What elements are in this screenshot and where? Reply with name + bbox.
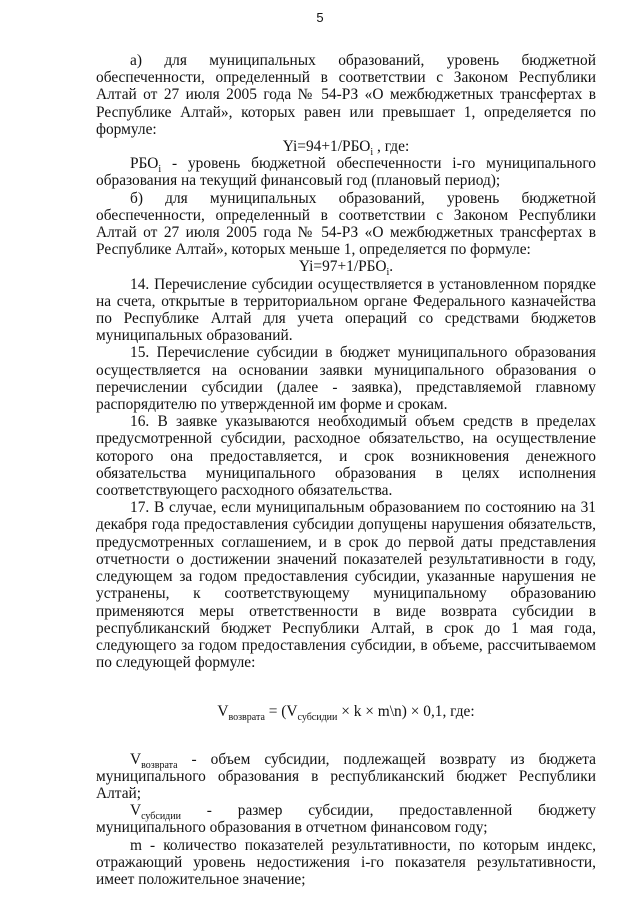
paragraph-17: 17. В случае, если муниципальным образованием по состоянию на 31 декабря года предоставления субсидии допущены нарушения обязательств, предусмотренных соглашением, и в срок до первой даты представления отчетности о достижении значений показателей результативности в году, следующем за годом предоставления субсидии, указанные нарушения не устранены, к соответствующему муниципальному образованию применяются меры ответственности в виде возврата субсидии в республиканский бюджет Республики Алтай, в срок до 1 мая года, следующего за годом предоставления субсидии, в объеме, рассчитываемом по следующей формуле: [96, 499, 596, 672]
formula-a: $Yi=94+1/РБО_i$ , где: [282, 138, 410, 159]
paragraph-b: б) для муниципальных образований, уровень бюджетной обеспеченности, определенный в соответствии с Законом Республики Алтай от 27 июля 2005 года № 54-РЗ «О межбюджетных трансфертах в Республике Алтай», которых меньше 1, определяется по формуле: [96, 189, 596, 259]
formula-return: $V_{возврата} = (V_{субсидии} \times k$ × m\n) × 0,1, где: [217, 703, 475, 724]
v-return-definition: $V_{возврата}$ - объем субсидии, подлежащей возврату из бюджета муниципального образования в республиканский бюджет Республики Алтай; [96, 750, 596, 802]
paragraph-16: 16. В заявке указываются необходимый объем средств в пределах предусмотренной субсидии, расходное обязательство, на осуществление которого она предоставляется, и срок возникновения денежного обязательства муниципального образования в целях исполнения соответствующего расходного обязательства. [96, 413, 596, 500]
rbo-definition: $РБО_i$ - уровень бюджетной обеспеченности i-го муниципального образования на текущий финансовый год (плановый период); [96, 155, 596, 190]
document-body [96, 52, 596, 888]
paragraph-a: а) для муниципальных образований, уровень бюджетной обеспеченности, определенный в соответствии с Законом Республики Алтай от 27 июля 2005 года № 54-РЗ «О межбюджетных трансфертах в Республике Алтай», которых равен или превышает 1, определяется по формуле: [96, 52, 596, 138]
page-number: 5 [316, 10, 324, 25]
paragraph-14: 14. Перечисление субсидии осуществляется в установленном порядке на счета, открытые в территориальном органе Федерального казначейства по Республике Алтай для учета операций со средствами бюджетов муниципальных образований. [96, 275, 596, 345]
m-definition: m - количество показателей результативности, по которым индекс, отражающий уровень недостижения i-го показателя результативности, имеет положительное значение; [96, 836, 596, 888]
v-subsidy-definition: $V_{субсидии}$ - размер субсидии, предоставленной бюджету муниципального образования в отчетном финансовом году; [96, 802, 596, 837]
formula-b: $Yi=97+1/РБО_i$. [298, 258, 394, 279]
paragraph-15: 15. Перечисление субсидии в бюджет муниципального образования осуществляется на основании заявки муниципального образования о перечислении субсидии (далее - заявка), представляемой главному распорядителю по утвержденной им форме и срокам. [96, 344, 596, 414]
